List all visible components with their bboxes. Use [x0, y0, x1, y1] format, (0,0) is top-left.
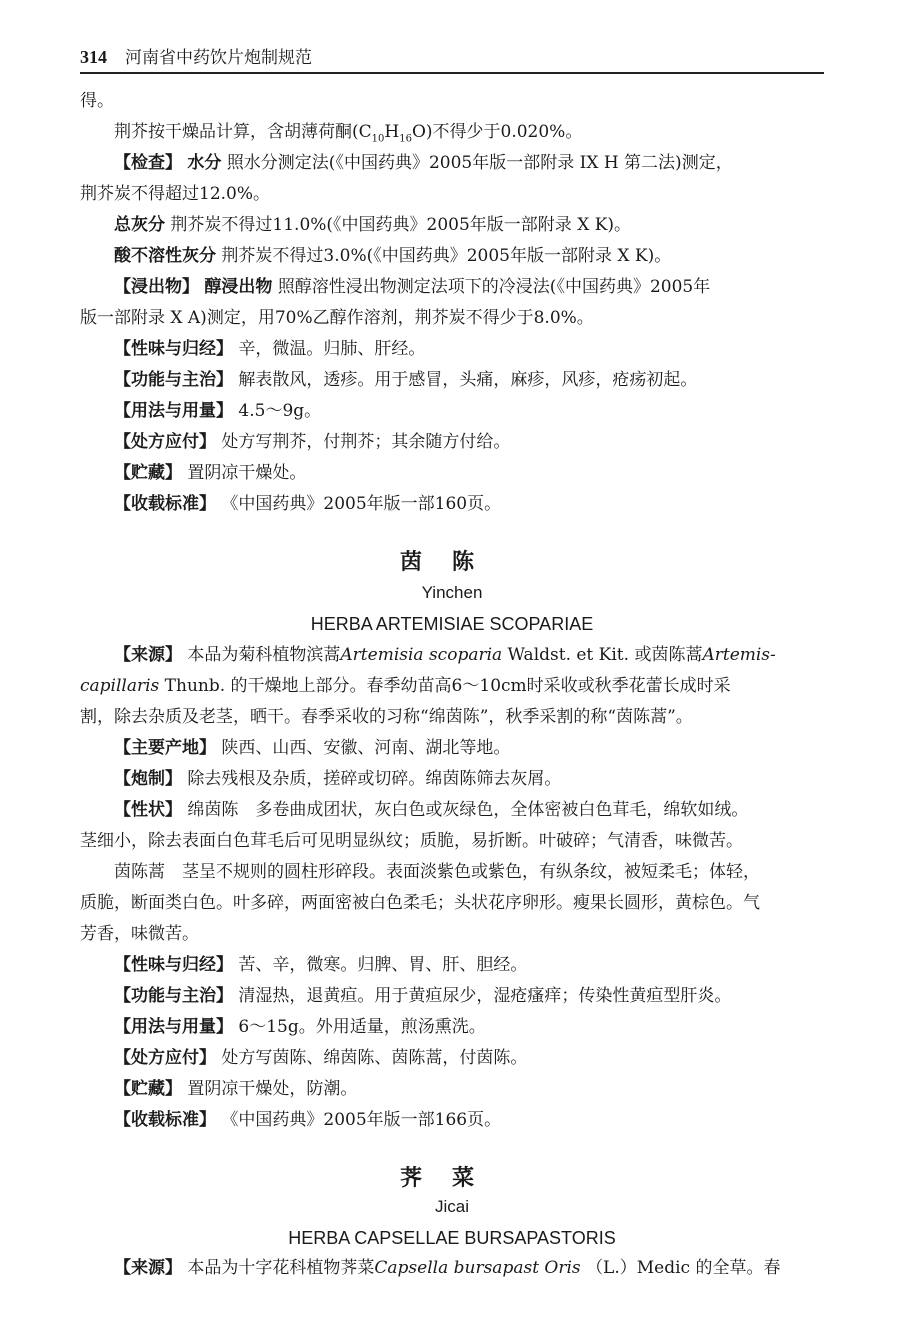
source-line: 【来源】 本品为菊科植物滨蒿Artemisia scoparia Waldst. et Kit. 或茵陈蒿Artemis- [114, 645, 776, 665]
text-line: 得。 [80, 91, 114, 111]
dosage-line: 【用法与用量】 6～15g。外用适量，煎汤熏洗。 [114, 1017, 486, 1037]
origin-line: 【主要产地】 陕西、山西、安徽、河南、湖北等地。 [114, 738, 511, 758]
entry-pinyin: Jicai [434, 1197, 469, 1216]
storage-line: 【贮藏】 置阴凉干燥处，防潮。 [114, 1079, 358, 1099]
text-line: 版一部附录 X A)测定，用70%乙醇作溶剂，荆芥炭不得少于8.0%。 [80, 308, 594, 328]
entry-latin-name: HERBA ARTEMISIAE SCOPARIAE [310, 614, 594, 634]
prescription-line: 【处方应付】 处方写荆芥，付荆芥；其余随方付给。 [114, 432, 511, 452]
page-number: 314 [80, 47, 107, 67]
entry-latin-name: HERBA CAPSELLAE BURSAPASTORIS [288, 1228, 616, 1248]
text-line: 质脆，断面类白色。叶多碎，两面密被白色柔毛；头状花序卵形。瘦果长圆形，黄棕色。气 [80, 893, 760, 913]
standard-line: 【收载标准】 《中国药典》2005年版一部160页。 [114, 494, 502, 514]
entry-title: 茵陈 [399, 550, 504, 575]
function-line: 【功能与主治】 清湿热，退黄疸。用于黄疸尿少，湿疮瘙痒；传染性黄疸型肝炎。 [114, 986, 732, 1006]
acid-ash-line: 酸不溶性灰分 荆芥炭不得过3.0%(《中国药典》2005年版一部附录 X K)。 [114, 246, 672, 266]
entry-pinyin: Yinchen [421, 583, 483, 602]
total-ash-line: 总灰分 荆芥炭不得过11.0%(《中国药典》2005年版一部附录 X K)。 [114, 215, 632, 235]
text-line: 芳香，味微苦。 [80, 924, 199, 944]
function-line: 【功能与主治】 解表散风，透疹。用于感冒，头痛，麻疹，风疹，疮疡初起。 [114, 370, 698, 390]
text-line: 荆芥炭不得超过12.0%。 [80, 184, 271, 204]
source-line: capillaris Thunb. 的干燥地上部分。春季幼苗高6～10cm时采收或秋季花蕾长成时采 [80, 676, 731, 696]
assay-line: 荆芥按干燥品计算，含胡薄荷酮$(C_{10}H_{16}O)$不得少于0.020%。 [114, 122, 583, 145]
text-line: 茎细小，除去表面白色茸毛后可见明显纵纹；质脆，易折断。叶破碎；气清香，味微苦。 [80, 831, 743, 851]
description-line: 【性状】 绵茵陈 多卷曲成团状，灰白色或灰绿色，全体密被白色茸毛，绵软如绒。 [114, 800, 749, 820]
prescription-line: 【处方应付】 处方写茵陈、绵茵陈、茵陈蒿，付茵陈。 [114, 1048, 528, 1068]
running-header [80, 40, 824, 74]
inspection-line: 【检查】 水分 照水分测定法(《中国药典》2005年版一部附录 IX H 第二法)测定， [114, 153, 733, 173]
source-line: 【来源】 本品为十字花科植物荠菜Capsella bursapast Oris （L.）Medic 的全草。春 [114, 1258, 781, 1278]
nature-line: 【性味与归经】 苦、辛，微寒。归脾、胃、肝、胆经。 [114, 955, 528, 975]
dosage-line: 【用法与用量】 4.5～9g。 [114, 401, 322, 421]
book-title: 河南省中药饮片炮制规范 [125, 48, 312, 68]
extract-line: 【浸出物】 醇浸出物 照醇溶性浸出物测定法项下的冷浸法(《中国药典》2005年 [114, 277, 711, 297]
text-line: 割，除去杂质及老茎，晒干。春季采收的习称“绵茵陈”，秋季采割的称“茵陈蒿”。 [80, 707, 693, 727]
text-line: 茵陈蒿 茎呈不规则的圆柱形碎段。表面淡紫色或紫色，有纵条纹，被短柔毛；体轻， [114, 862, 760, 882]
standard-line: 【收载标准】 《中国药典》2005年版一部166页。 [114, 1110, 502, 1130]
storage-line: 【贮藏】 置阴凉干燥处。 [114, 463, 307, 483]
entry-title: 荠菜 [399, 1166, 504, 1191]
nature-line: 【性味与归经】 辛，微温。归肺、肝经。 [114, 339, 426, 359]
processing-line: 【炮制】 除去残根及杂质，搓碎或切碎。绵茵陈筛去灰屑。 [114, 769, 562, 789]
